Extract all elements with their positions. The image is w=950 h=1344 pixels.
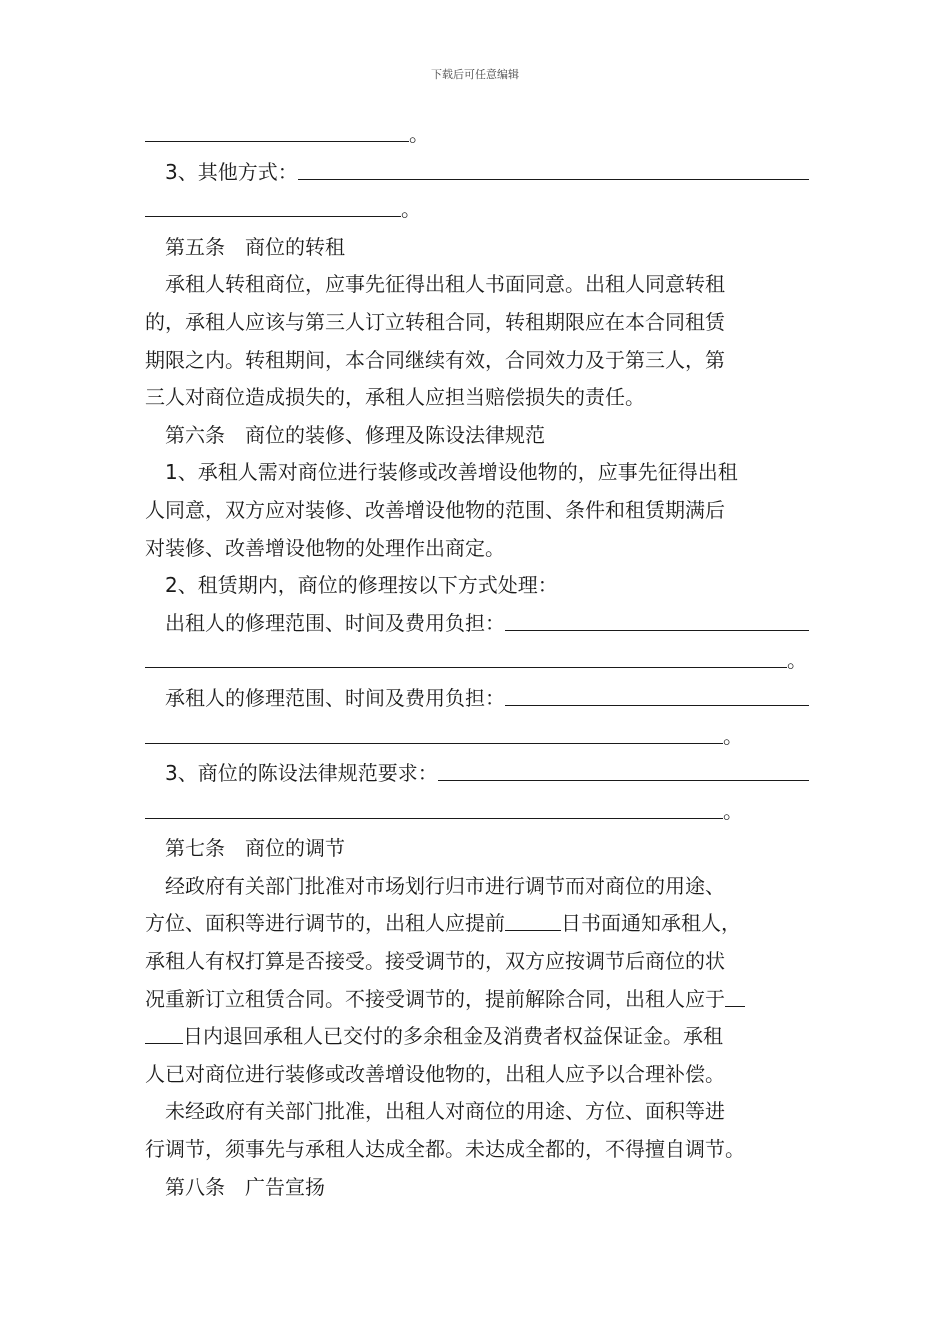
paragraph-line: 人已对商位进行装修或改善增设他物的，出租人应予以合理补偿。: [145, 1061, 725, 1086]
paragraph-line: 1、承租人需对商位进行装修或改善增设他物的，应事先征得出租: [165, 460, 738, 485]
fill-line: [145, 116, 809, 154]
blank-field[interactable]: [145, 192, 401, 217]
blank-field[interactable]: [438, 756, 809, 781]
paragraph-line: 未经政府有关部门批准，出租人对商位的用途、方位、面积等进: [165, 1099, 725, 1124]
paragraph-line: 行调节，须事先与承租人达成全都。未达成全都的，不得擅自调节。: [145, 1137, 745, 1162]
display-req-line: [145, 755, 809, 793]
page-header: 下载后可任意编辑: [431, 68, 519, 81]
lessee-repair-label: 承租人的修理范围、时间及费用负担：: [165, 685, 505, 710]
blank-field[interactable]: [505, 681, 809, 706]
display-req-label: 3、商位的陈设法律规范要求：: [165, 761, 438, 786]
fill-line: [145, 793, 809, 831]
lessee-repair-line: [145, 680, 809, 718]
days-blank[interactable]: [725, 982, 745, 1007]
period: 。: [787, 648, 807, 673]
lessor-repair-label: 出租人的修理范围、时间及费用负担：: [165, 610, 505, 635]
paragraph-line: [145, 905, 809, 943]
paragraph-line: 人同意，双方应对装修、改善增设他物的范围、条件和租赁期满后: [145, 497, 725, 522]
days-blank[interactable]: [145, 1019, 183, 1044]
blank-field[interactable]: [145, 117, 409, 142]
fill-line: [145, 718, 809, 756]
blank-field[interactable]: [505, 606, 809, 631]
fill-line: [145, 642, 809, 680]
blank-field[interactable]: [298, 155, 809, 180]
paragraph-line: 经政府有关部门批准对市场划行归市进行调节而对商位的用途、: [165, 873, 725, 898]
text-segment: 日内退回承租人已交付的多余租金及消费者权益保证金。承租: [183, 1024, 723, 1049]
fill-line: [145, 191, 809, 229]
paragraph-line: [145, 1018, 809, 1056]
days-blank[interactable]: [505, 906, 561, 931]
section-title: 第五条 商位的转租: [165, 234, 345, 259]
paragraph-line: 承租人转租商位，应事先征得出租人书面同意。出租人同意转租: [165, 272, 725, 297]
text-segment: 日书面通知承租人，: [561, 911, 741, 936]
paragraph-line: 三人对商位造成损失的，承租人应担当赔偿损失的责任。: [145, 385, 645, 410]
blank-field[interactable]: [145, 719, 723, 744]
section-title: 第六条 商位的装修、修理及陈设法律规范: [165, 422, 545, 447]
paragraph-line: 对装修、改善增设他物的处理作出商定。: [145, 535, 505, 560]
blank-field[interactable]: [145, 643, 787, 668]
paragraph-line: 的，承租人应该与第三人订立转租合同，转租期限应在本合同租赁: [145, 309, 725, 334]
contract-body: [145, 116, 809, 1206]
section-title: 第七条 商位的调节: [165, 836, 345, 861]
paragraph-line: 期限之内。转租期间，本合同继续有效，合同效力及于第三人，第: [145, 347, 725, 372]
text-segment: 况重新订立租赁合同。不接受调节的，提前解除合同，出租人应于: [145, 986, 725, 1011]
paragraph-line: 承租人有权打算是否接受。接受调节的，双方应按调节后商位的状: [145, 949, 725, 974]
other-method-line: [145, 154, 809, 192]
period: 。: [723, 798, 743, 823]
lessor-repair-line: [145, 605, 809, 643]
text-segment: 方位、面积等进行调节的，出租人应提前: [145, 911, 505, 936]
section-title: 第八条 广告宣扬: [165, 1174, 325, 1199]
blank-field[interactable]: [145, 794, 723, 819]
paragraph-line: 2、租赁期内，商位的修理按以下方式处理：: [165, 573, 558, 598]
period: 。: [723, 723, 743, 748]
period: 。: [409, 122, 429, 146]
period: 。: [401, 197, 421, 222]
paragraph-line: [145, 981, 809, 1019]
other-method-label: 3、其他方式：: [165, 159, 298, 184]
